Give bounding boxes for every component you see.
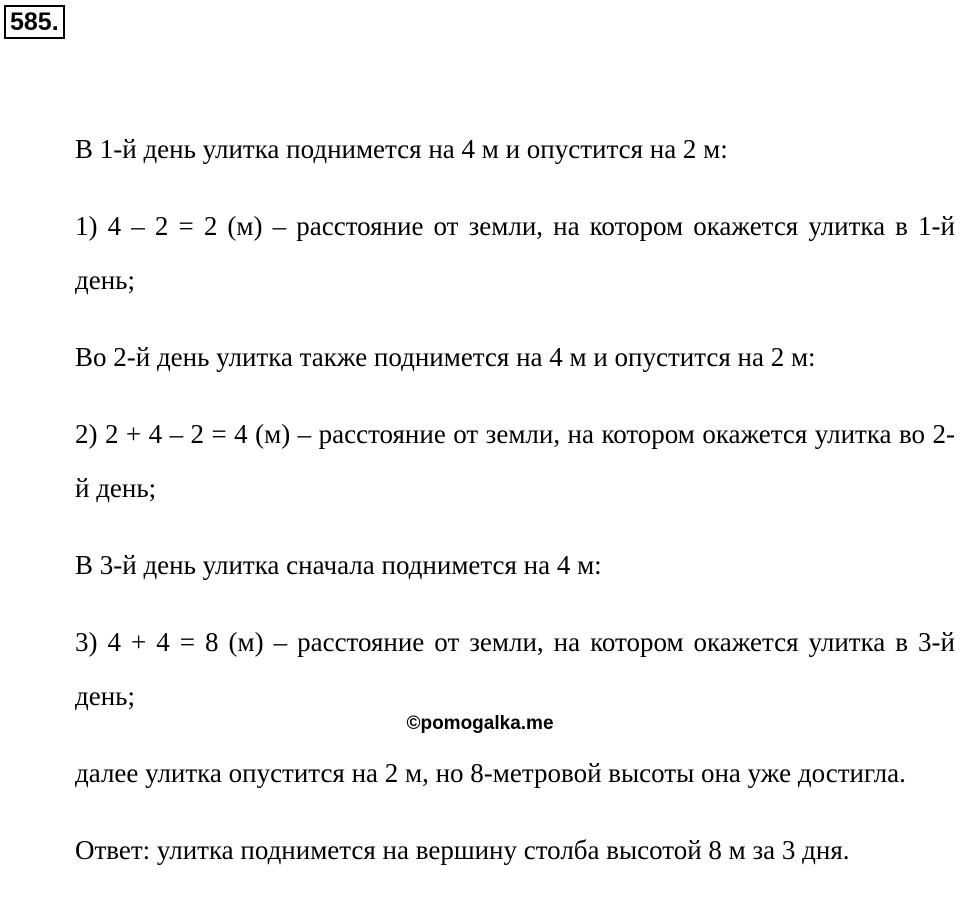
watermark: ©pomogalka.me: [406, 713, 554, 734]
paragraph-day3-intro: В 3-й день улитка сначала поднимется на 4 м:: [75, 550, 602, 580]
paragraph-step2: 2) 2 + 4 – 2 = 4 (м) – расстояние от земли, на котором окажется улитка во 2-й день;: [75, 419, 955, 503]
paragraph-day1-intro: В 1-й день улитка поднимется на 4 м и опустится на 2 м:: [75, 134, 728, 164]
paragraph-answer: Ответ: улитка поднимется на вершину столба высотой 8 м за 3 дня.: [75, 835, 850, 865]
paragraph-step3: 3) 4 + 4 = 8 (м) – расстояние от земли, на котором окажется улитка в 3-й день;: [75, 627, 955, 711]
paragraph-descent-note: далее улитка опустится на 2 м, но 8-метровой высоты она уже достигла.: [75, 758, 906, 788]
paragraph-day2-intro: Во 2-й день улитка также поднимется на 4 м и опустится на 2 м:: [75, 342, 816, 372]
solution-text: [75, 122, 955, 900]
paragraph-step1: 1) 4 – 2 = 2 (м) – расстояние от земли, на котором окажется улитка в 1-й день;: [75, 211, 955, 295]
problem-number: 585.: [4, 5, 65, 39]
